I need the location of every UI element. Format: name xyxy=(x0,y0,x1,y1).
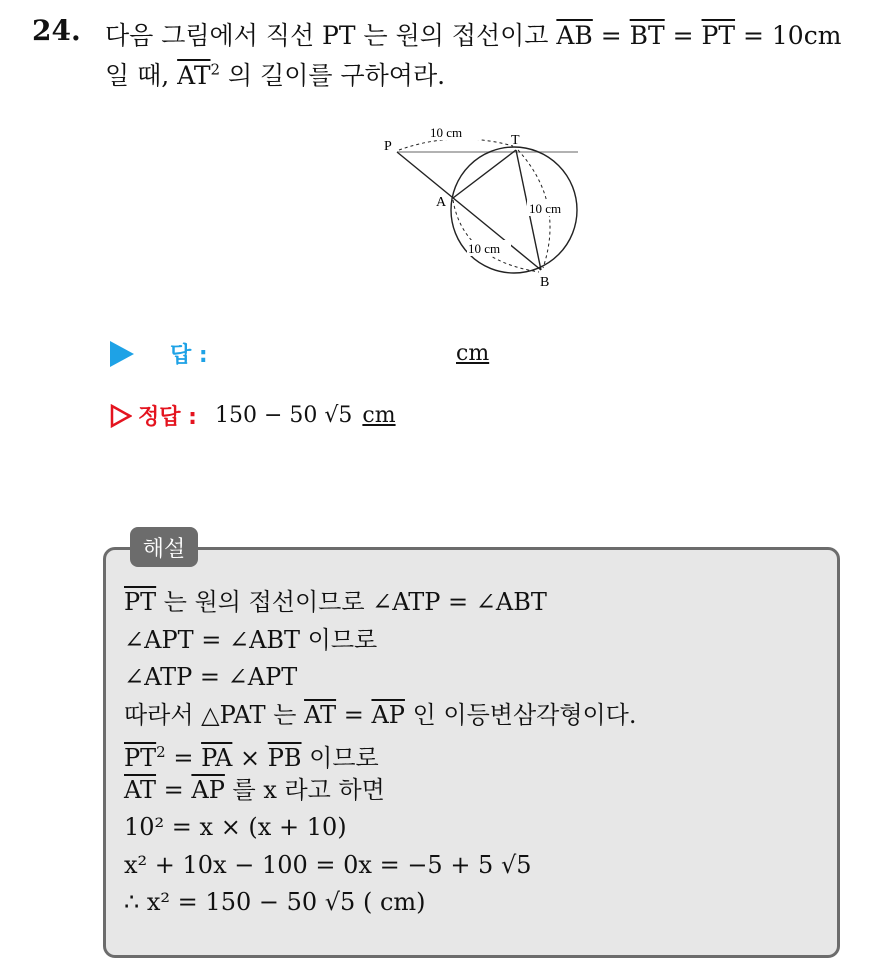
equals-sign: = xyxy=(664,21,702,50)
solution-line-9: ∴ x² = 150 − 50 √5 ( cm) xyxy=(124,888,426,916)
solution-text-run: 인 이등변삼각형이다. xyxy=(404,700,637,729)
segment-pb: $\overline{PB}$ xyxy=(267,744,302,772)
equals-sign: = xyxy=(156,775,192,804)
label-b: B xyxy=(540,275,550,290)
solution-line-2: ∠APT = ∠ABT 이므로 xyxy=(124,625,378,654)
label-t: T xyxy=(511,133,520,148)
label-p: P xyxy=(384,139,392,154)
correct-answer-unit: cm xyxy=(362,403,396,428)
question-length: = 10cm xyxy=(735,21,842,50)
solution-line-5 xyxy=(124,734,637,772)
label-ab-length: 10 cm xyxy=(468,241,501,256)
correct-answer-value: 150 − 50 √5 xyxy=(214,403,353,428)
solution-line-6 xyxy=(124,772,637,810)
question-text: 일 때, xyxy=(105,61,178,90)
equals-sign: = xyxy=(336,700,372,729)
segment-ap: $\overline{AP}$ xyxy=(371,700,405,729)
dashed-arc-pt xyxy=(399,139,513,150)
segment-at: $\overline{AT}$ xyxy=(124,775,157,804)
question-line-1 xyxy=(105,16,841,52)
solution-line-4 xyxy=(124,697,637,735)
segment-ab: $\overline{AB}$ xyxy=(556,21,593,50)
answer-label: 답 : xyxy=(170,343,208,368)
solution-text-run: 를 x 라고 하면 xyxy=(224,775,385,804)
label-a: A xyxy=(436,195,447,210)
segment-at: $\overline{AT}$ xyxy=(177,61,211,90)
segment-pt: $\overline{PT}$ xyxy=(124,744,157,772)
correct-answer-label: 정답 : xyxy=(138,405,197,430)
answer-row xyxy=(110,338,208,369)
solution-line-7: 10² = x × (x + 10) xyxy=(124,813,347,841)
correct-answer-row xyxy=(110,400,396,431)
play-triangle-icon xyxy=(110,341,134,367)
outline-triangle-icon xyxy=(110,404,132,428)
question-text: 다음 그림에서 직선 PT 는 원의 접선이고 xyxy=(105,21,557,50)
superscript: 2 xyxy=(210,60,221,79)
segment-bt: $\overline{BT}$ xyxy=(629,21,665,50)
superscript: 2 xyxy=(156,743,166,761)
times-sign: × xyxy=(232,744,268,772)
question-text: 의 길이를 구하여라. xyxy=(220,61,446,90)
solution-text-run: 따라서 △PAT 는 xyxy=(124,700,305,729)
equals-sign: = xyxy=(592,21,630,50)
segment-pt: $\overline{PT}$ xyxy=(124,588,157,616)
solution-text xyxy=(124,584,637,922)
solution-line-3: ∠ATP = ∠APT xyxy=(124,663,298,691)
dashed-arc-ab xyxy=(453,200,539,272)
solution-text-run: 이므로 xyxy=(301,744,379,772)
solution-text-run: 는 원의 접선이므로 ∠ATP = ∠ABT xyxy=(156,588,547,616)
solution-line-8: x² + 10x − 100 = 0x = −5 + 5 √5 xyxy=(124,850,532,879)
segment-pt: $\overline{PT}$ xyxy=(701,21,736,50)
label-tb-length: 10 cm xyxy=(529,201,562,216)
segment-ap: $\overline{AP}$ xyxy=(191,775,225,804)
segment-at: $\overline{AT}$ xyxy=(304,700,337,729)
geometry-figure xyxy=(375,122,585,292)
solution-tab: 해설 xyxy=(130,527,198,567)
answer-unit: cm xyxy=(456,341,490,366)
solution-line-1 xyxy=(124,584,637,622)
segment-pa: $\overline{PA}$ xyxy=(201,744,233,772)
question-number: 24. xyxy=(32,14,81,47)
equals-sign: = xyxy=(165,744,202,772)
label-pt-length: 10 cm xyxy=(430,125,463,140)
question-line-2 xyxy=(105,56,445,92)
